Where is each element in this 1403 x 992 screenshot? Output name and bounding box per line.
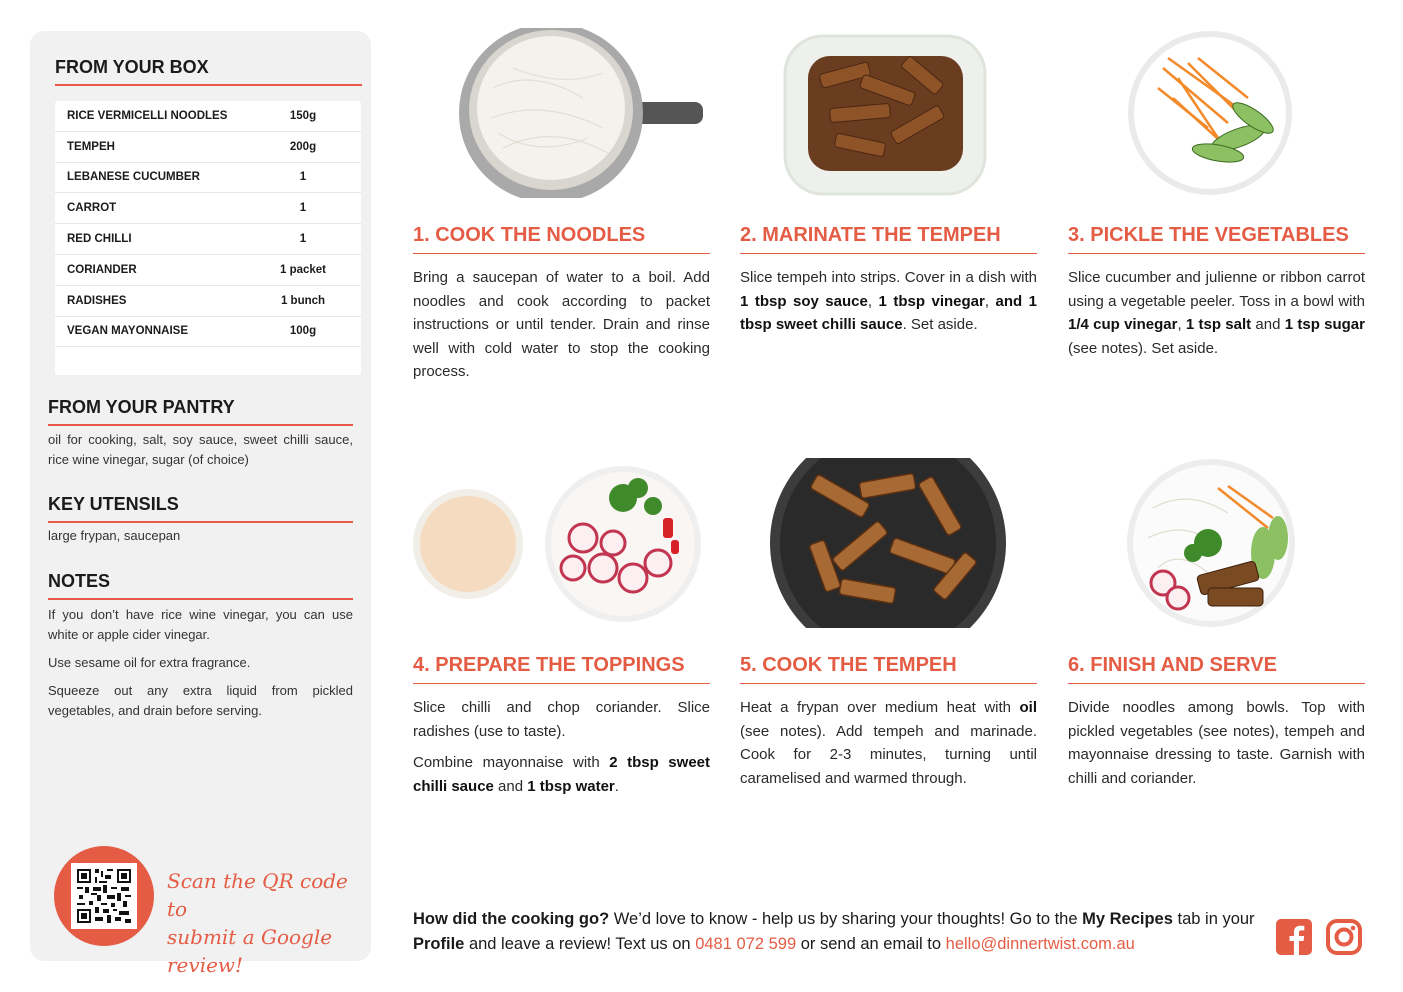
from-your-pantry-title: FROM YOUR PANTRY (48, 397, 353, 426)
text-run: , (1177, 316, 1186, 333)
step-paragraph (413, 696, 710, 743)
ingredient-qty: 1 bunch (280, 294, 326, 307)
key-utensils-title: KEY UTENSILS (48, 494, 353, 523)
utensils-text: large frypan, saucepan (48, 528, 181, 543)
from-your-box-title: FROM YOUR BOX (55, 57, 362, 86)
note-item: If you don’t have rice wine vinegar, you can use white or apple cider vinegar. (48, 607, 353, 642)
ingredient-qty: 1 (299, 171, 307, 184)
step2-body (740, 266, 1037, 345)
ingredient-name: RADISHES (67, 294, 127, 307)
step1-title: 1. COOK THE NOODLES (413, 224, 710, 254)
ingredient-name: CORIANDER (67, 263, 137, 276)
ingredients-table (55, 101, 361, 375)
text-run: , (984, 292, 996, 310)
ingredient-name: RICE VERMICELLI NOODLES (67, 109, 228, 122)
text-run: and (1251, 316, 1285, 333)
contact-link[interactable]: hello@dinnertwist.com.au (945, 935, 1135, 953)
step1-image (413, 28, 710, 198)
ingredient-row (55, 224, 361, 255)
facebook-icon[interactable] (1275, 918, 1313, 956)
step6-body (1068, 696, 1365, 798)
emphasis-text: 1 tbsp vinegar (878, 292, 985, 310)
text-run: . Set aside. (902, 316, 978, 333)
text-run: Divide noodles among bowls. Top with pickled vegetables (see notes), tempeh and mayonnaise dressing to taste. Garnish with chilli and coriander. (1068, 699, 1365, 787)
text-run: Bring a saucepan of water to a boil. Add noodles and cook according to packet instructions or until tender. Drain and rinse well with cold water to stop the cooking process. (413, 269, 710, 380)
ingredient-name: LEBANESE CUCUMBER (67, 171, 200, 184)
ingredient-name: CARROT (67, 202, 117, 215)
text-run: and (493, 777, 528, 795)
step-paragraph (413, 266, 710, 384)
text-run: , (867, 292, 879, 310)
emphasis-text: oil (1019, 699, 1037, 716)
text-run: and leave a review! Text us on (464, 935, 696, 953)
step-paragraph (740, 266, 1037, 337)
ingredient-row (55, 193, 361, 224)
emphasis-text: 1 tsp salt (1185, 316, 1252, 333)
ingredient-qty: 150g (289, 109, 317, 122)
step3-body (1068, 266, 1365, 368)
step-paragraph (740, 696, 1037, 790)
note-item: Squeeze out any extra liquid from pickled vegetables, and drain before serving. (48, 683, 353, 718)
instagram-icon[interactable] (1325, 918, 1363, 956)
step3-title: 3. PICKLE THE VEGETABLES (1068, 224, 1365, 254)
text-run: (see notes). Set aside. (1068, 339, 1219, 357)
text-run: Heat a frypan over medium heat with (740, 699, 1020, 716)
step5-image (740, 458, 1037, 628)
text-run: tab in your (1172, 910, 1255, 928)
text-run: (see notes). Add tempeh and marinade. Cook for 2-3 minutes, turning until caramelised and warmed through. (740, 722, 1037, 787)
contact-link[interactable]: 0481 072 599 (695, 935, 797, 953)
note-item: Use sesame oil for extra fragrance. (48, 655, 251, 670)
ingredient-qty: 1 (299, 202, 307, 215)
qr-caption-line2: submit a Google review! (167, 925, 333, 977)
qr-caption (167, 867, 367, 979)
step3-image (1068, 28, 1365, 198)
text-run: Slice cucumber and julienne or ribbon carrot using a vegetable peeler. Toss in a bowl with (1068, 269, 1365, 310)
step5-title: 5. COOK THE TEMPEH (740, 654, 1037, 684)
step4-title: 4. PREPARE THE TOPPINGS (413, 654, 710, 684)
notes-list (48, 605, 353, 729)
sidebar (30, 31, 371, 977)
ingredient-qty: 1 (299, 233, 307, 246)
text-run: Slice chilli and chop coriander. Slice radishes (use to taste). (413, 699, 710, 740)
emphasis-text: and 1 tbsp sweet chilli sauce (740, 292, 1037, 333)
text-run: or send an email to (796, 935, 946, 953)
ingredient-row (55, 132, 361, 163)
ingredient-row (55, 317, 361, 348)
step4-body (413, 696, 710, 806)
qr-caption-line1: Scan the QR code to (167, 869, 348, 921)
ingredient-row (55, 255, 361, 286)
ingredient-row (55, 286, 361, 317)
ingredient-name: RED CHILLI (67, 233, 132, 246)
step-paragraph (1068, 696, 1365, 790)
emphasis-text: Profile (413, 935, 465, 953)
text-run: Combine mayonnaise with (413, 754, 610, 771)
step5-body (740, 696, 1037, 798)
ingredient-row (55, 101, 361, 132)
ingredient-qty: 1 packet (279, 263, 327, 276)
emphasis-text: How did the cooking go? (413, 910, 610, 928)
notes-title: NOTES (48, 571, 353, 600)
ingredient-name: VEGAN MAYONNAISE (67, 325, 188, 338)
step4-image (413, 458, 710, 628)
qr-badge[interactable] (54, 846, 154, 946)
emphasis-text: 1 tsp sugar (1284, 316, 1365, 333)
emphasis-text: My Recipes (1082, 910, 1173, 928)
text-run: . (614, 777, 619, 795)
ingredient-name: TEMPEH (67, 140, 115, 153)
emphasis-text: 1 tbsp water (527, 777, 615, 795)
footer-review-text (413, 907, 1263, 957)
step-paragraph (1068, 266, 1365, 360)
step6-title: 6. FINISH AND SERVE (1068, 654, 1365, 684)
text-run: We’d love to know - help us by sharing your thoughts! Go to the (609, 910, 1083, 928)
emphasis-text: 1/4 cup vinegar (1068, 316, 1178, 333)
emphasis-text: 1 tbsp soy sauce (740, 292, 868, 310)
ingredient-row (55, 163, 361, 194)
ingredient-qty: 200g (289, 140, 317, 153)
step1-body (413, 266, 710, 392)
pantry-text: oil for cooking, salt, soy sauce, sweet chilli sauce, rice wine vinegar, sugar (of choice) (48, 432, 353, 467)
emphasis-text: 2 tbsp sweet chilli sauce (413, 754, 710, 795)
step2-title: 2. MARINATE THE TEMPEH (740, 224, 1037, 254)
step-paragraph (413, 751, 710, 798)
qr-code-icon (71, 863, 137, 929)
step6-image (1068, 458, 1365, 628)
text-run: Slice tempeh into strips. Cover in a dish with (740, 269, 1037, 286)
step2-image (740, 28, 1037, 198)
ingredient-qty: 100g (289, 325, 317, 338)
